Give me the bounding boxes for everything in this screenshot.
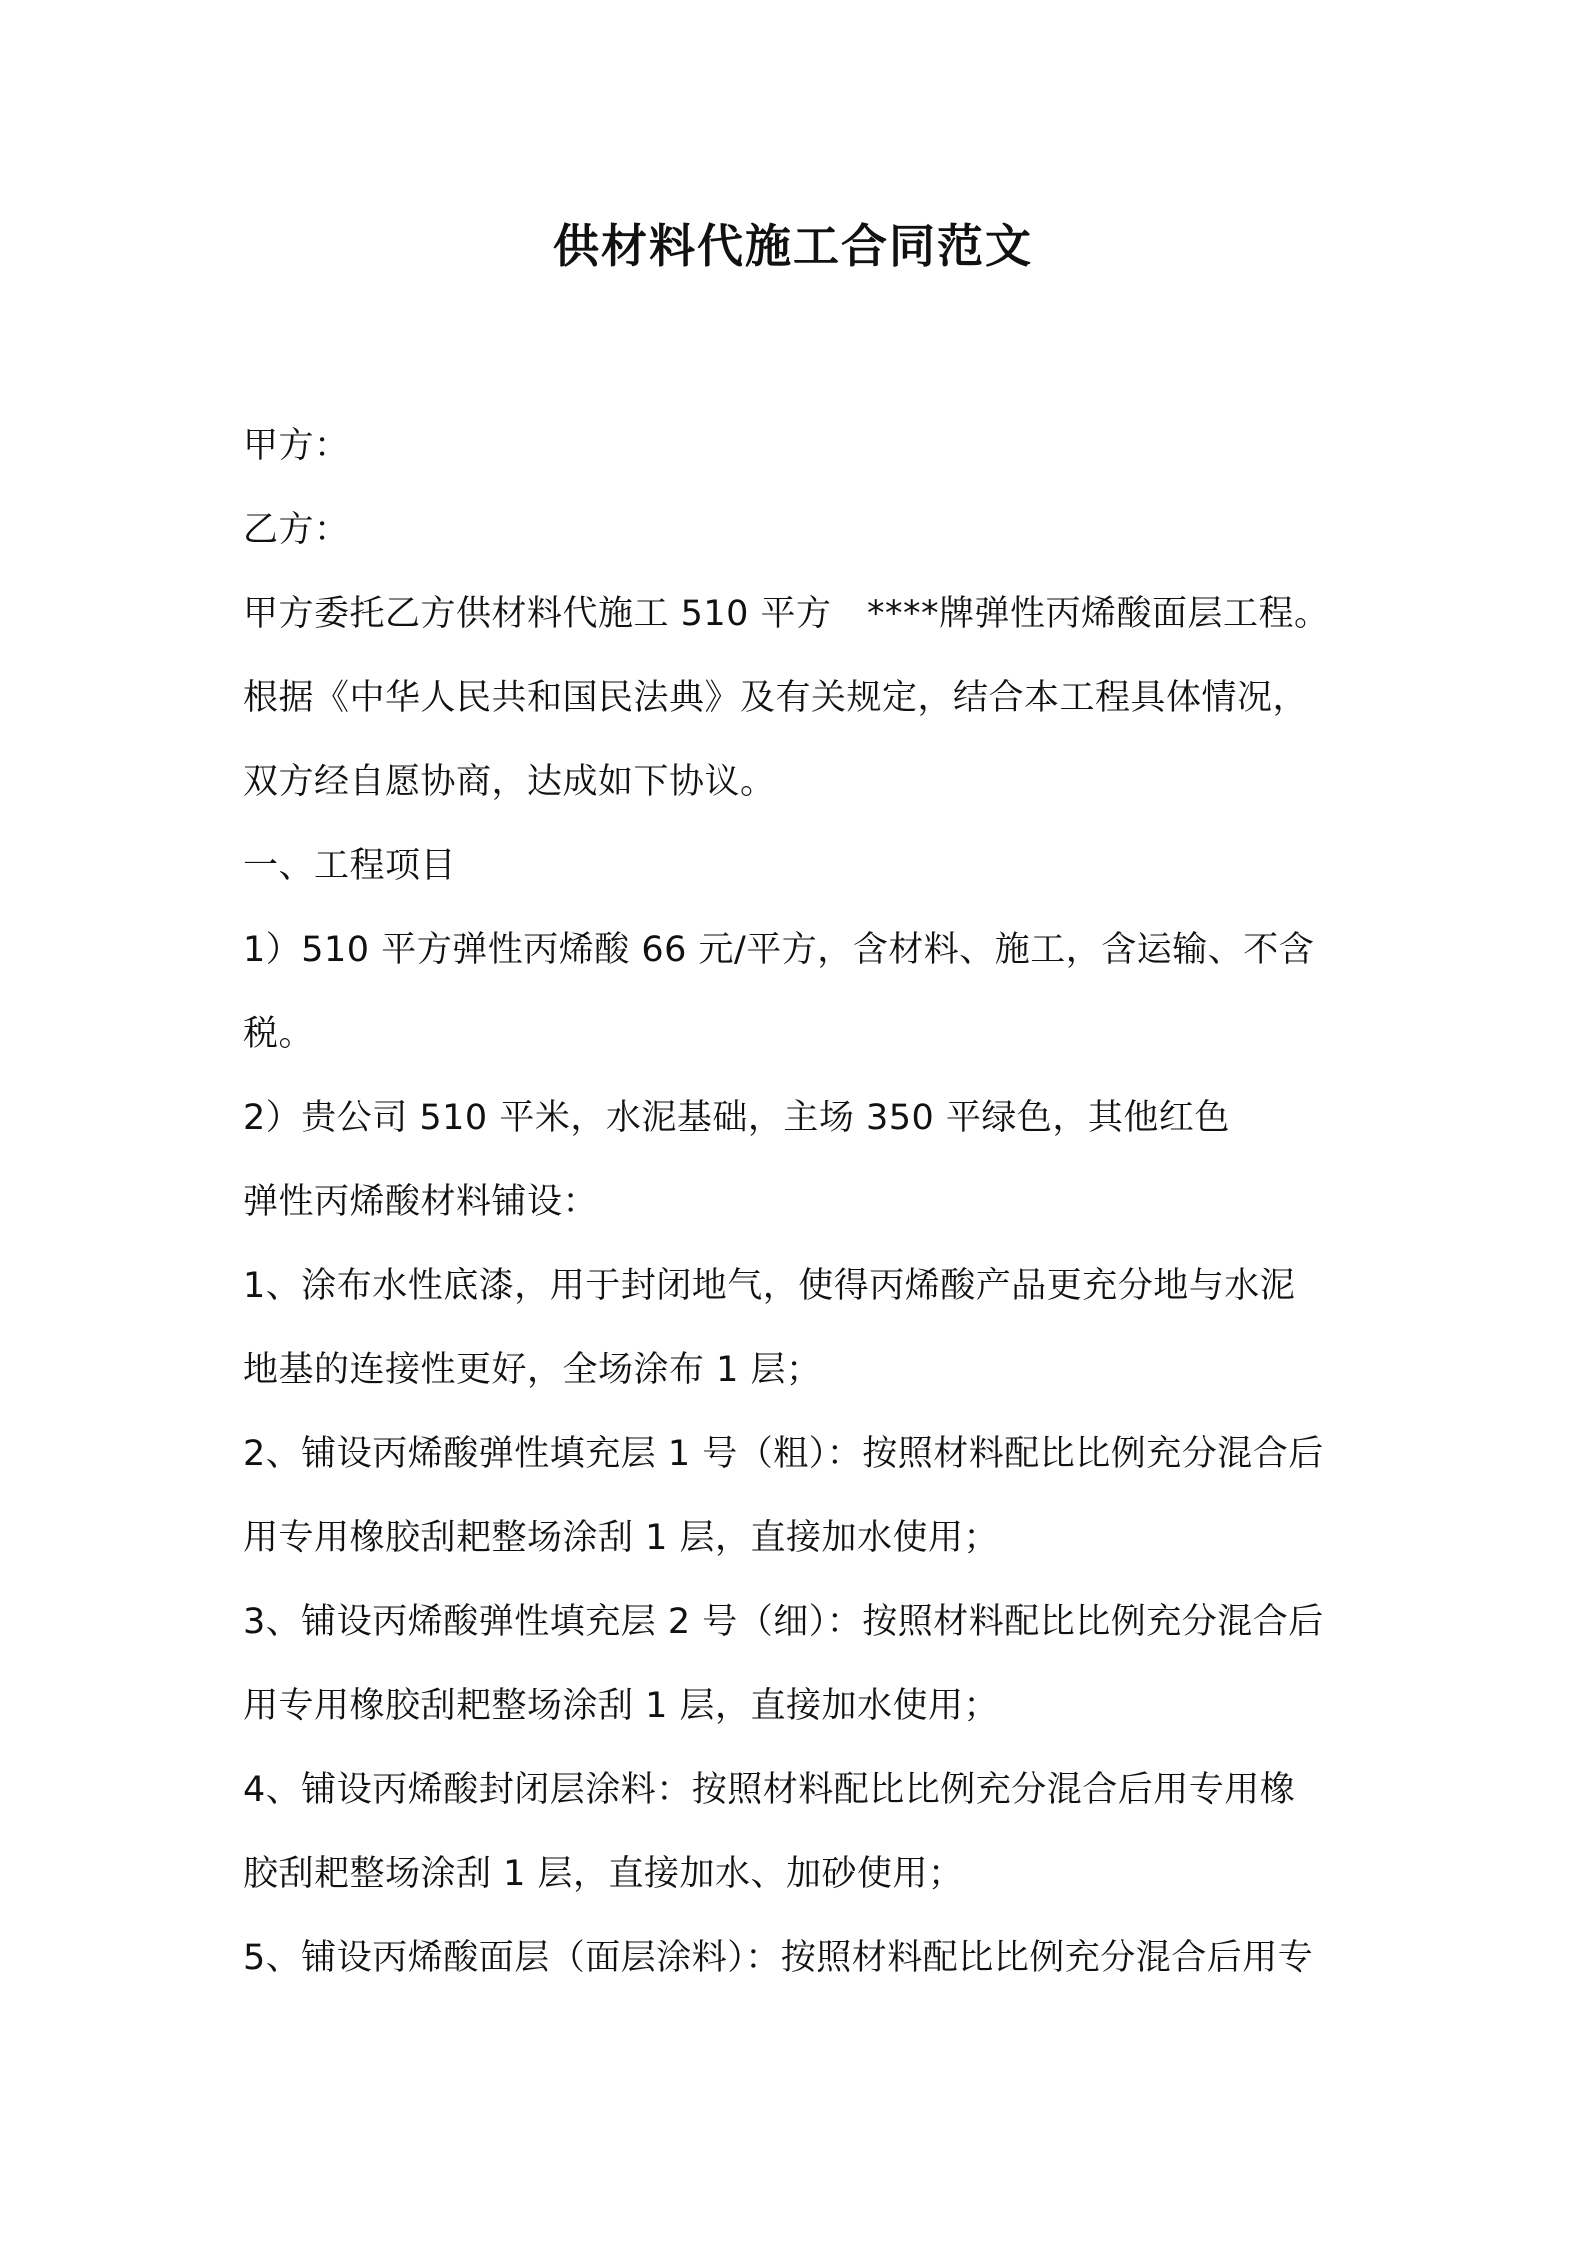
step-line: 2、铺设丙烯酸弹性填充层 1 号（粗）：按照材料配比比例充分混合后 xyxy=(243,1434,1324,1474)
party-b-line: 乙方： xyxy=(243,510,350,550)
item-line: 税。 xyxy=(243,1014,315,1054)
paragraph-line: 甲方委托乙方供材料代施工 510 平方 ****牌弹性丙烯酸面层工程。 xyxy=(243,594,1330,634)
item-line: 弹性丙烯酸材料铺设： xyxy=(243,1182,599,1222)
paragraph-line: 根据《中华人民共和国民法典》及有关规定，结合本工程具体情况， xyxy=(243,678,1309,718)
step-line: 4、铺设丙烯酸封闭层涂料：按照材料配比比例充分混合后用专用橡 xyxy=(243,1770,1296,1810)
step-line: 用专用橡胶刮耙整场涂刮 1 层，直接加水使用； xyxy=(243,1518,1000,1558)
document-body xyxy=(243,404,1353,2000)
step-line: 地基的连接性更好，全场涂布 1 层； xyxy=(243,1350,822,1390)
step-line: 5、铺设丙烯酸面层（面层涂料）：按照材料配比比例充分混合后用专 xyxy=(243,1938,1314,1978)
section-heading: 一、工程项目 xyxy=(243,846,457,886)
step-line: 3、铺设丙烯酸弹性填充层 2 号（细）：按照材料配比比例充分混合后 xyxy=(243,1602,1324,1642)
step-line: 1、涂布水性底漆，用于封闭地气，使得丙烯酸产品更充分地与水泥 xyxy=(243,1266,1296,1306)
party-a-line: 甲方： xyxy=(243,426,350,466)
document-title: 供材料代施工合同范文 xyxy=(553,219,1033,273)
paragraph-line: 双方经自愿协商，达成如下协议。 xyxy=(243,762,776,802)
step-line: 胶刮耙整场涂刮 1 层，直接加水、加砂使用； xyxy=(243,1854,964,1894)
step-line: 用专用橡胶刮耙整场涂刮 1 层，直接加水使用； xyxy=(243,1686,1000,1726)
item-line: 2）贵公司 510 平米，水泥基础，主场 350 平绿色，其他红色 xyxy=(243,1098,1230,1138)
item-line: 1）510 平方弹性丙烯酸 66 元/平方，含材料、施工，含运输、不含 xyxy=(243,930,1315,970)
